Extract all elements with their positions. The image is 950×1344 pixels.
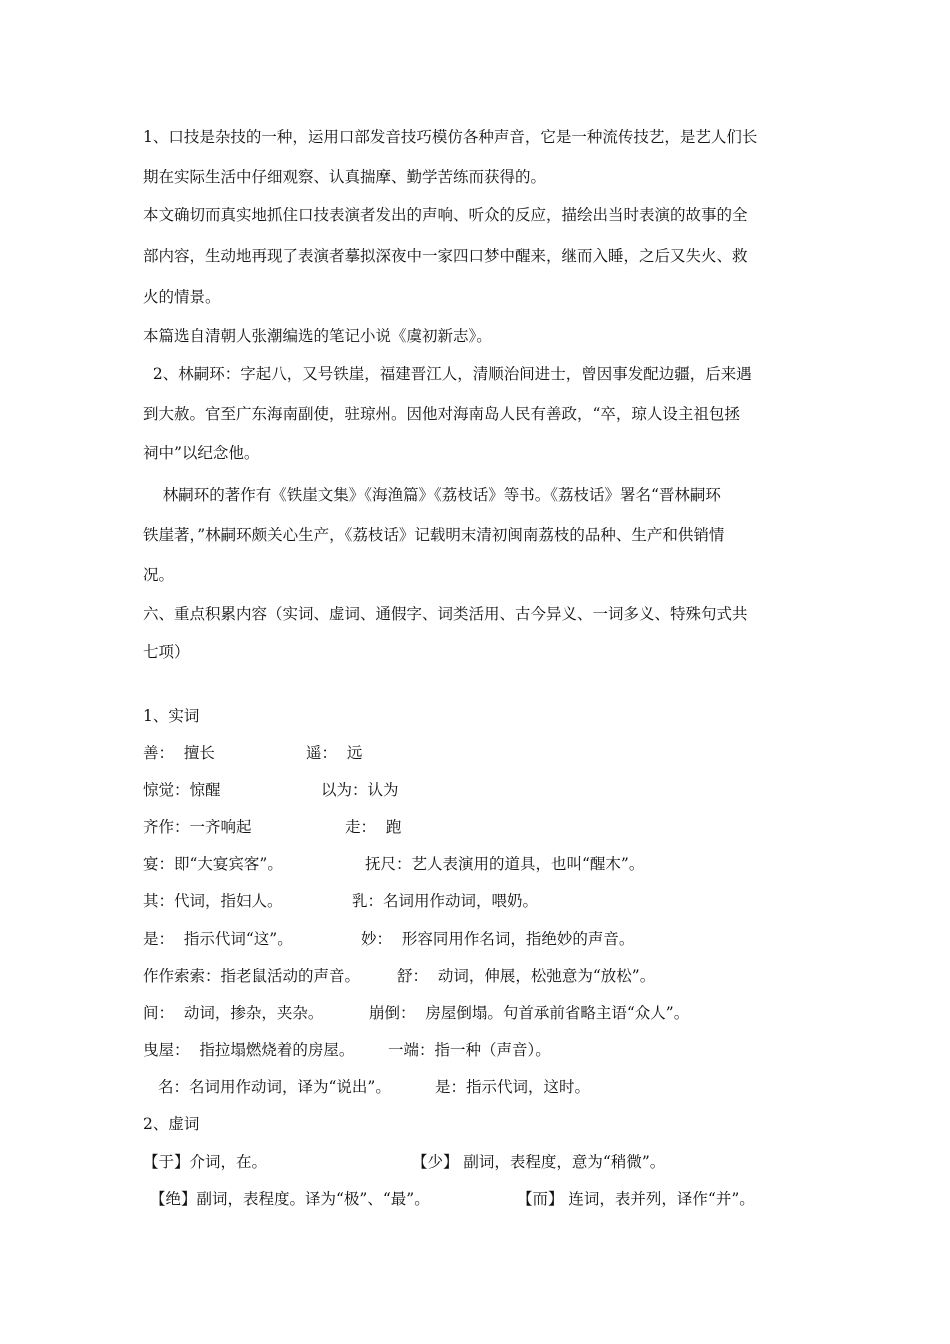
shici-row-3-left: 齐作：一齐响起 [143,818,252,836]
paragraph-3: 本篇选自清朝人张潮编选的笔记小说《虞初新志》。 [143,327,492,345]
xuci-row-1-right: 【少】 副词，表程度，意为“稍微”。 [412,1153,666,1171]
shici-row-6-right: 妙： 形容同用作名词，指绝妙的声音。 [361,930,635,948]
paragraph-1-line-2: 期在实际生活中仔细观察、认真揣摩、勤学苦练而获得的。 [143,168,547,186]
shici-row-2-right: 以为：认为 [321,781,399,799]
shici-row-8-right: 崩倒： 房屋倒塌。句首承前省略主语“众人”。 [369,1004,690,1022]
shici-row-7-right: 舒： 动词，伸展，松弛意为“放松”。 [397,967,656,985]
shici-row-7-left: 作作索索：指老鼠活动的声音。 [143,967,361,985]
xuci-row-2-left: 【绝】副词，表程度。译为“极”、“最”。 [150,1190,430,1208]
paragraph-4-line-1: 2、林嗣环：字起八，又号铁崖，福建晋江人，清顺治间进士，曾因事发配边疆，后来遇 [143,365,752,383]
section-6-heading-line-2: 七项） [143,643,190,661]
shici-row-4-right: 抚尺：艺人表演用的道具，也叫“醒木”。 [365,855,645,873]
xuci-row-1-left: 【于】介词，在。 [143,1153,268,1171]
xuci-row-2-right: 【而】 连词，表并列，译作“并”。 [517,1190,755,1208]
paragraph-5-line-1: 林嗣环的著作有《铁崖文集》《海渔篇》《荔枝话》等书。《荔枝话》署名“晋林嗣环 [143,486,721,504]
shici-row-5-left: 其：代词，指妇人。 [143,892,283,910]
shici-row-8-left: 间： 动词，掺杂，夹杂。 [143,1004,324,1022]
shici-row-4-left: 宴：即“大宴宾客”。 [143,855,283,873]
paragraph-5-line-2: 铁崖著，”林嗣环颇关心生产，《荔枝话》记载明末清初闽南荔枝的品种、生产和供销情 [143,526,725,544]
xuci-heading: 2、虚词 [143,1115,200,1133]
shici-row-2-left: 惊觉：惊醒 [143,781,221,799]
paragraph-2-line-3: 火的情景。 [143,288,221,306]
section-6-heading-line-1: 六、重点积累内容（实词、虚词、通假字、词类活用、古今异义、一词多义、特殊句式共 [143,605,748,623]
shici-heading: 1、实词 [143,707,200,725]
shici-row-5-right: 乳：名词用作动词，喂奶。 [352,892,539,910]
paragraph-4-line-3: 祠中”以纪念他。 [143,444,260,462]
shici-row-1-right: 遥： 远 [306,744,363,762]
paragraph-2-line-2: 部内容，生动地再现了表演者摹拟深夜中一家四口梦中醒来，继而入睡，之后又失火、救 [143,247,748,265]
shici-row-10-right: 是：指示代词，这时。 [435,1078,591,1096]
paragraph-4-line-2: 到大赦。官至广东海南副使，驻琼州。因他对海南岛人民有善政，“卒，琼人设主祖包拯 [143,405,740,423]
paragraph-1-line-1: 1、口技是杂技的一种，运用口部发音技巧模仿各种声音，它是一种流传技艺，是艺人们长 [143,128,758,146]
shici-row-1-left: 善： 擅长 [143,744,215,762]
shici-row-6-left: 是： 指示代词“这”。 [143,930,293,948]
shici-row-10-left: 名：名词用作动词，译为“说出”。 [158,1078,391,1096]
paragraph-2-line-1: 本文确切而真实地抓住口技表演者发出的声响、听众的反应，描绘出当时表演的故事的全 [143,206,748,224]
paragraph-5-line-3: 况。 [143,566,175,584]
shici-row-3-right: 走： 跑 [345,818,402,836]
shici-row-9-right: 一端：指一种（声音）。 [388,1041,551,1059]
shici-row-9-left: 曳屋： 指拉塌燃烧着的房屋。 [143,1041,355,1059]
